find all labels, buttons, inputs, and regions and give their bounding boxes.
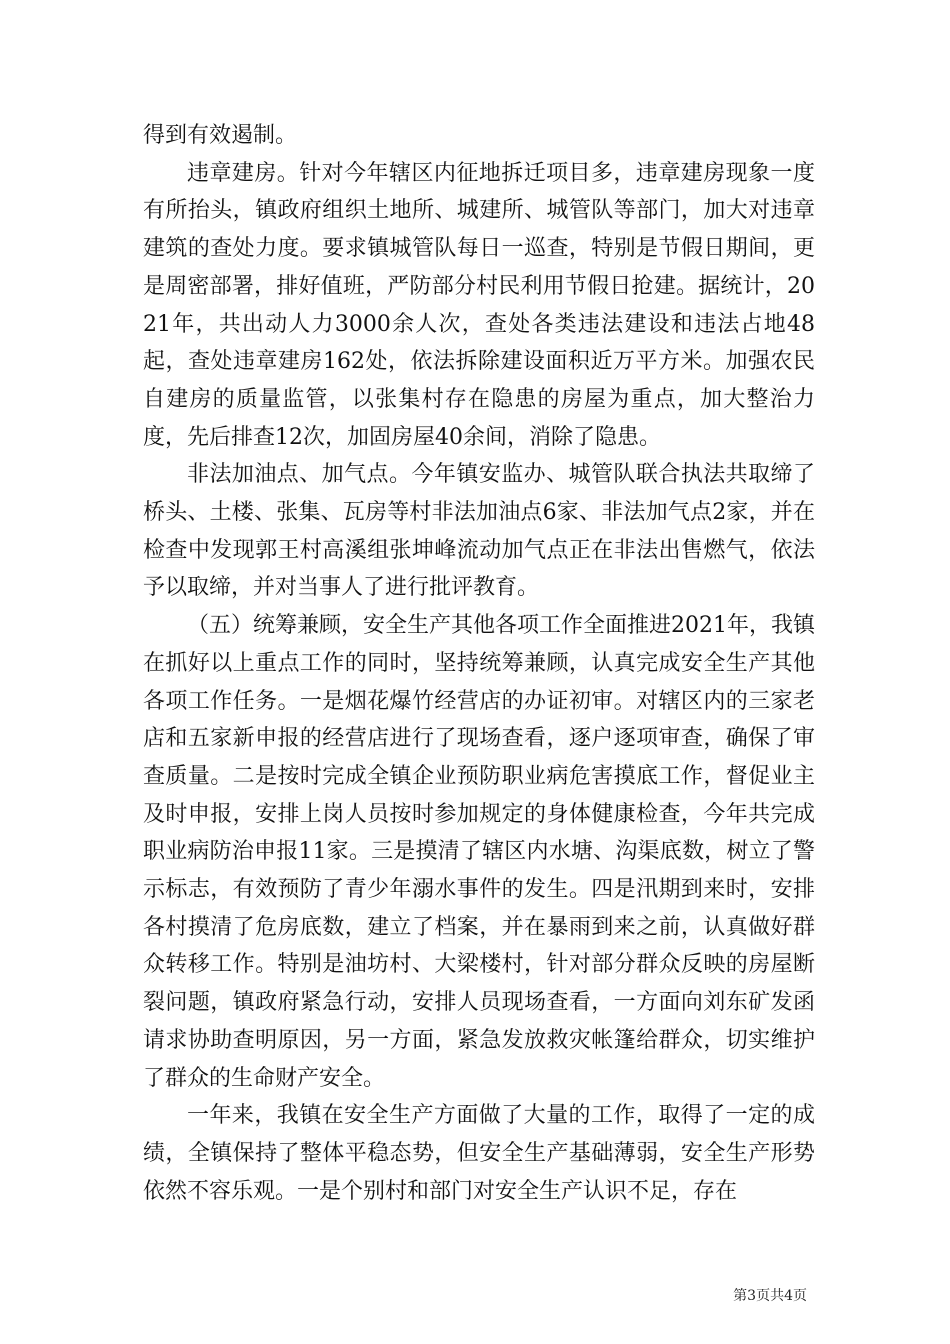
paragraph-continuation: 得到有效遏制。 <box>143 123 298 148</box>
page-number: 第3页共4页 <box>733 1288 807 1304</box>
paragraph-illegal-fuel-stations: 非法加油点、加气点。今年镇安监办、城管队联合执法共取缔了桥头、土楼、张集、瓦房等村非法加油点6家、非法加气点2家，并在检查中发现郭王村高溪组张坤峰流动加气点正在非法出售燃气，依法予以取缔，并对当事人了进行批评教育。 <box>143 462 815 601</box>
paragraph-other-safety-work: （五）统筹兼顾，安全生产其他各项工作全面推进2021年，我镇在抓好以上重点工作的同时，坚持统筹兼顾，认真完成安全生产其他各项工作任务。一是烟花爆竹经营店的办证初审。对辖区内的三家老店和五家新申报的经营店进行了现场查看，逐户逐项审查，确保了审查质量。二是按时完成全镇企业预防职业病危害摸底工作，督促业主及时申报，安排上岗人员按时参加规定的身体健康检查，今年共完成职业病防治申报11家。三是摸清了辖区内水塘、沟渠底数，树立了警示标志，有效预防了青少年溺水事件的发生。四是汛期到来时，安排各村摸清了危房底数，建立了档案，并在暴雨到来之前，认真做好群众转移工作。特别是油坊村、大梁楼村，针对部分群众反映的房屋断裂问题，镇政府紧急行动，安排人员现场查看，一方面向刘东矿发函请求协助查明原因，另一方面，紧急发放救灾帐篷给群众，切实维护了群众的生命财产安全。 <box>143 613 815 1091</box>
document-body <box>143 117 815 1210</box>
paragraph-illegal-construction: 违章建房。针对今年辖区内征地拆迁项目多，违章建房现象一度有所抬头，镇政府组织土地所、城建所、城管队等部门，加大对违章建筑的查处力度。要求镇城管队每日一巡查，特别是节假日期间，更是周密部署，排好值班，严防部分村民利用节假日抢建。据统计，2021年，共出动人力3000余人次，查处各类违法建设和违法占地48起，查处违章建房162处，依法拆除建设面积近万平方米。加强农民自建房的质量监管，以张集村存在隐患的房屋为重点，加大整治力度，先后排查12次，加固房屋40余间，消除了隐患。 <box>143 160 815 450</box>
paragraph-annual-summary: 一年来，我镇在安全生产方面做了大量的工作，取得了一定的成绩，全镇保持了整体平稳态势，但安全生产基础薄弱，安全生产形势依然不容乐观。一是个别村和部门对安全生产认识不足，存在 <box>143 1103 815 1204</box>
